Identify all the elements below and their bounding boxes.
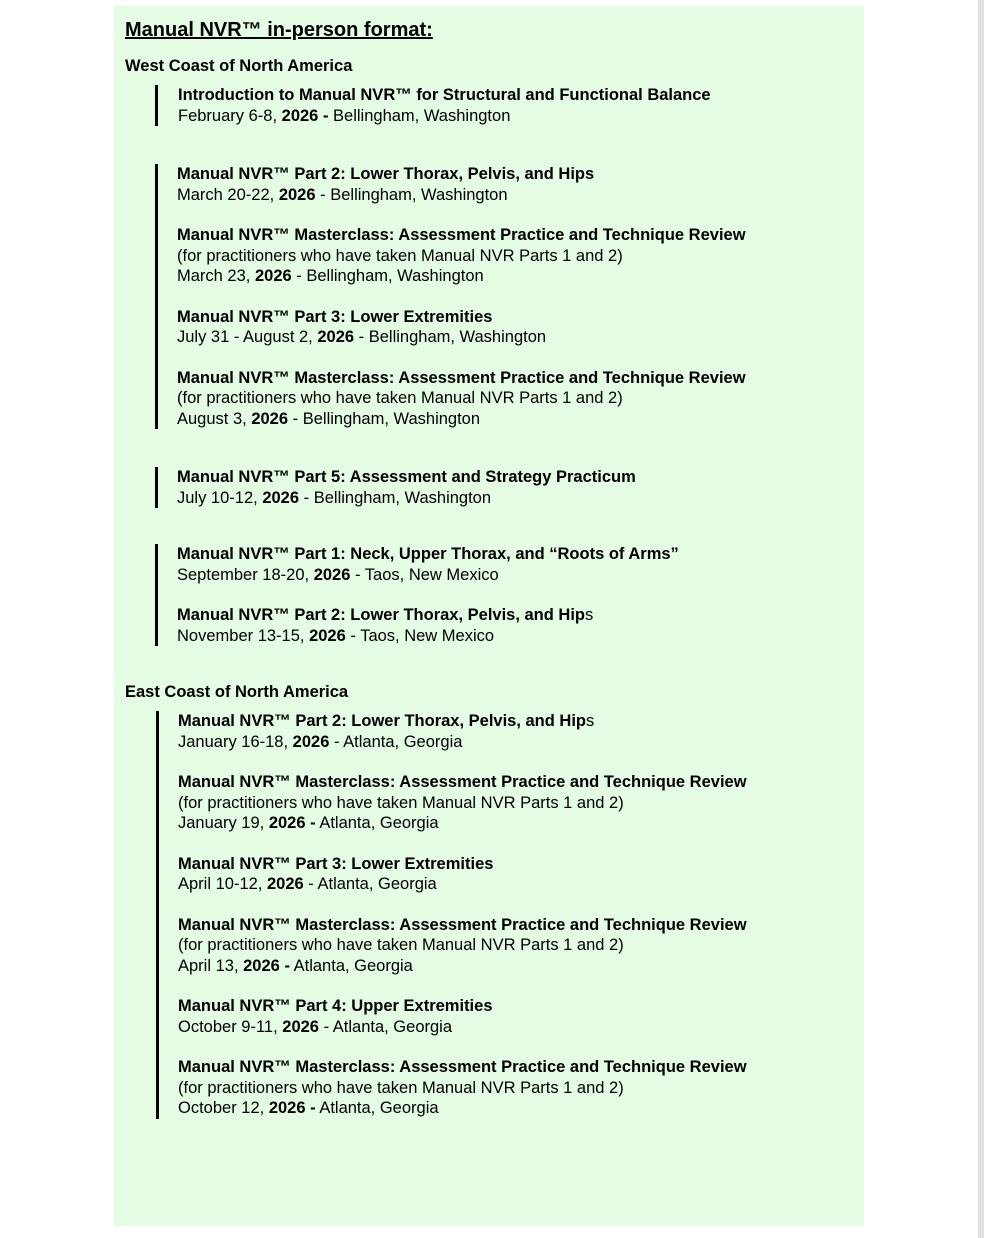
course-location: Bellingham, Washington <box>313 488 492 507</box>
course-year: 2026 <box>243 956 280 975</box>
course-year: 2026 <box>317 328 355 346</box>
course-title <box>177 467 864 488</box>
course-date-line <box>177 185 864 206</box>
course-title-text: Manual NVR™ Masterclass: Assessment Practice and Technique Review <box>178 773 747 791</box>
course-location: Bellingham, Washington <box>333 106 511 125</box>
course-date-line <box>177 409 864 430</box>
course-title <box>178 996 864 1017</box>
course-item <box>178 915 864 977</box>
course-title-tail: s <box>585 606 594 624</box>
course-title <box>178 85 864 106</box>
course-title <box>177 605 864 626</box>
course-title-text: Manual NVR™ Part 3: Lower Extremities <box>177 307 493 326</box>
course-date-line <box>178 874 864 895</box>
course-location: Taos, New Mexico <box>364 565 499 584</box>
course-item <box>177 544 864 585</box>
course-separator: - <box>322 106 329 125</box>
scrollbar-track[interactable] <box>978 0 984 1238</box>
course-date: March 20-22, <box>177 185 275 204</box>
course-location: Bellingham, Washington <box>302 409 481 428</box>
course-location: Bellingham, Washington <box>368 328 547 346</box>
course-separator: - <box>284 956 290 975</box>
course-year: 2026 <box>254 267 292 285</box>
course-note: (for practitioners who have taken Manual NVR Parts 1 and 2) <box>178 793 624 812</box>
course-date: July 10-12, <box>177 488 258 507</box>
course-date-line <box>177 488 864 509</box>
course-separator: - <box>355 565 361 584</box>
course-title-text: Manual NVR™ Masterclass: Assessment Practice and Technique Review <box>178 915 747 934</box>
course-separator: - <box>310 814 316 832</box>
course-separator: - <box>308 875 314 893</box>
course-date-line <box>178 1098 864 1119</box>
course-location: Taos, New Mexico <box>360 626 495 645</box>
course-title-text: Manual NVR™ Masterclass: Assessment Practice and Technique Review <box>177 226 746 244</box>
course-date: February 6-8, <box>178 106 278 125</box>
schedule-panel <box>114 6 864 1226</box>
course-separator: - <box>292 409 299 428</box>
course-item <box>177 368 864 430</box>
course-year: 2026 <box>309 626 346 645</box>
course-location: Atlanta, Georgia <box>332 1017 453 1036</box>
course-date-line <box>177 327 864 348</box>
course-title <box>177 225 864 246</box>
course-item <box>177 605 864 646</box>
course-title <box>177 164 864 185</box>
course-title-text: Manual NVR™ Part 1: Neck, Upper Thorax, and “Roots of Arms” <box>177 545 679 563</box>
course-title-text: Introduction to Manual NVR™ for Structural and Functional Balance <box>178 86 711 104</box>
course-title-text: Manual NVR™ Part 2: Lower Thorax, Pelvis, and Hip <box>178 712 587 730</box>
course-separator: - <box>358 328 365 346</box>
course-date-line <box>177 626 864 647</box>
course-year: 2026 <box>251 409 289 428</box>
course-date: January 16-18, <box>178 732 289 751</box>
course-title-tail: s <box>586 712 595 730</box>
course-title <box>178 711 864 732</box>
course-date: September 18-20, <box>177 565 310 584</box>
course-group <box>156 711 864 1119</box>
course-date-line <box>177 565 864 586</box>
course-date: January 19, <box>178 814 265 832</box>
regions-container <box>125 56 864 1119</box>
page-title: Manual NVR™ in-person format: <box>125 19 433 41</box>
course-location: Atlanta, Georgia <box>319 1099 439 1117</box>
course-item <box>177 467 864 508</box>
course-separator: - <box>323 1017 330 1036</box>
course-separator: - <box>350 626 356 645</box>
course-item <box>178 1057 864 1119</box>
region-heading: West Coast of North America <box>125 57 353 75</box>
course-title <box>178 915 864 936</box>
course-note: (for practitioners who have taken Manual NVR Parts 1 and 2) <box>177 389 623 407</box>
region-heading: East Coast of North America <box>125 683 349 701</box>
course-date: April 10-12, <box>178 875 263 893</box>
course-year: 2026 <box>282 1017 319 1036</box>
course-date: October 9-11, <box>178 1017 278 1036</box>
course-date: July 31 - August 2, <box>177 328 313 346</box>
course-title-text: Manual NVR™ Masterclass: Assessment Practice and Technique Review <box>178 1058 747 1076</box>
course-note: (for practitioners who have taken Manual NVR Parts 1 and 2) <box>177 246 623 265</box>
course-title-text: Manual NVR™ Masterclass: Assessment Practice and Technique Review <box>177 368 746 387</box>
course-note: (for practitioners who have taken Manual NVR Parts 1 and 2) <box>178 936 624 954</box>
course-title-text: Manual NVR™ Part 5: Assessment and Strategy Practicum <box>177 468 636 486</box>
course-group <box>155 467 864 508</box>
course-item <box>177 225 864 287</box>
course-date: October 12, <box>178 1099 265 1117</box>
course-date-line <box>178 813 864 834</box>
course-title-text: Manual NVR™ Part 4: Upper Extremities <box>178 997 493 1015</box>
course-group <box>155 544 864 646</box>
course-separator: - <box>310 1099 316 1117</box>
course-year: 2026 <box>268 1099 306 1117</box>
course-separator: - <box>303 488 310 507</box>
course-group <box>155 164 864 429</box>
course-year: 2026 <box>262 488 300 507</box>
course-location: Atlanta, Georgia <box>343 732 463 751</box>
course-date-line <box>178 106 864 127</box>
course-location: Atlanta, Georgia <box>293 956 413 975</box>
course-date: March 23, <box>177 267 251 285</box>
course-date-line <box>177 266 864 287</box>
course-year: 2026 <box>268 814 306 832</box>
course-year: 2026 <box>278 185 316 204</box>
course-date: November 13-15, <box>177 626 305 645</box>
course-item <box>178 996 864 1037</box>
course-title <box>177 368 864 389</box>
course-group <box>155 85 864 126</box>
course-item <box>177 307 864 348</box>
course-year: 2026 <box>281 106 319 125</box>
course-item <box>178 854 864 895</box>
course-date: August 3, <box>177 409 247 428</box>
course-separator: - <box>296 267 302 285</box>
course-date-line <box>178 956 864 977</box>
course-item <box>177 164 864 205</box>
course-title-text: Manual NVR™ Part 2: Lower Thorax, Pelvis, and Hips <box>177 165 595 183</box>
course-title <box>178 1057 864 1078</box>
course-item <box>178 772 864 834</box>
course-year: 2026 <box>313 565 351 584</box>
course-item <box>178 85 864 126</box>
course-note: (for practitioners who have taken Manual NVR Parts 1 and 2) <box>178 1078 624 1097</box>
course-year: 2026 <box>266 875 304 893</box>
course-title <box>178 854 864 875</box>
course-location: Bellingham, Washington <box>330 185 508 204</box>
course-title <box>177 307 864 328</box>
course-location: Atlanta, Georgia <box>319 814 439 832</box>
course-separator: - <box>320 185 326 204</box>
course-item <box>178 711 864 752</box>
course-title-text: Manual NVR™ Part 2: Lower Thorax, Pelvis, and Hip <box>177 606 586 624</box>
course-title <box>178 772 864 793</box>
course-year: 2026 <box>292 732 330 751</box>
course-date-line <box>178 732 864 753</box>
course-date: April 13, <box>178 956 239 975</box>
course-date-line <box>178 1017 864 1038</box>
course-separator: - <box>333 732 340 751</box>
course-location: Bellingham, Washington <box>306 267 484 285</box>
course-location: Atlanta, Georgia <box>317 875 437 893</box>
course-title-text: Manual NVR™ Part 3: Lower Extremities <box>178 854 494 873</box>
course-title <box>177 544 864 565</box>
